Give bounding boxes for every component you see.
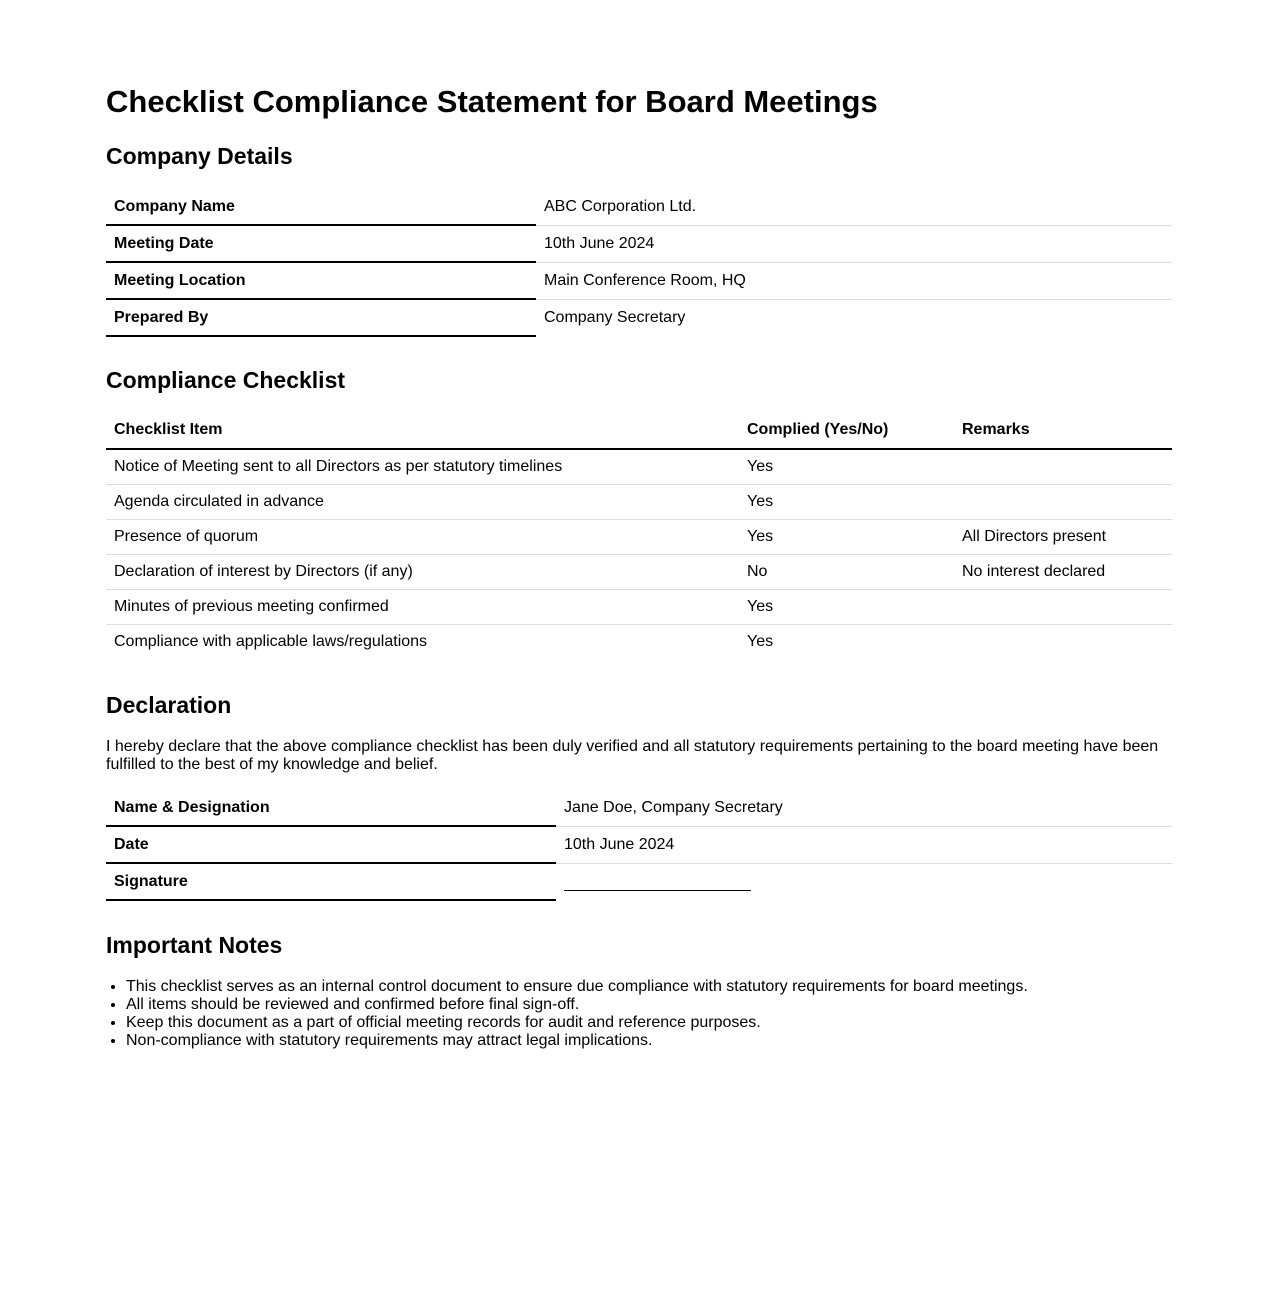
checklist-item: Compliance with applicable laws/regulations (114, 633, 428, 650)
table-row (106, 225, 1172, 262)
table-row (106, 485, 1172, 520)
list-item: • This checklist serves as an internal control document to ensure due compliance with statutory requirements for board meetings. (126, 978, 1172, 996)
complied-value: Yes (739, 485, 954, 520)
company-name-value: ABC Corporation Ltd. (536, 189, 1172, 225)
checklist-item: Notice of Meeting sent to all Directors as per statutory timelines (106, 449, 739, 485)
remarks-value: No interest declared (954, 555, 1172, 590)
table-row (106, 826, 1172, 863)
declaration-date-label: Date (106, 826, 556, 863)
remarks-value: All Directors present (954, 520, 1172, 555)
table-row (106, 449, 1172, 485)
checklist-item: Agenda circulated in advance (106, 485, 739, 520)
complied-value: Yes (739, 449, 954, 485)
declaration-table (106, 790, 1172, 901)
table-row (106, 520, 1172, 555)
complied-value: Yes (739, 520, 954, 555)
complied-value: Yes (739, 590, 954, 625)
remarks-value (954, 625, 1172, 660)
declaration-text: I hereby declare that the above compliance checklist has been duly verified and all statutory requirements pertaining to the board meeting have been fulfilled to the best of my knowledge and belief. (106, 738, 1159, 773)
list-item: • Keep this document as a part of official meeting records for audit and reference purposes. (126, 1014, 1172, 1032)
checklist-item: Declaration of interest by Directors (if any) (106, 555, 739, 590)
column-header-item: Checklist Item (106, 412, 739, 449)
table-row (106, 790, 1172, 826)
document-title: Checklist Compliance Statement for Board Meetings (106, 84, 878, 119)
checklist-item: Minutes of previous meeting confirmed (106, 590, 739, 625)
complied-value: No (739, 555, 954, 590)
remarks-value (954, 449, 1172, 485)
compliance-checklist-heading: Compliance Checklist (106, 367, 346, 393)
table-row (106, 299, 1172, 336)
table-row (106, 625, 1172, 660)
table-row (106, 863, 1172, 900)
company-details-table (106, 189, 1172, 337)
table-row (106, 590, 1172, 625)
remarks-value (954, 590, 1172, 625)
name-designation-value: Jane Doe, Company Secretary (556, 790, 1172, 826)
company-name-label: Company Name (106, 189, 536, 225)
table-row (106, 555, 1172, 590)
important-notes-list (106, 978, 1172, 1050)
compliance-checklist-table (106, 412, 1172, 659)
complied-value: Yes (747, 633, 774, 650)
signature-value (556, 863, 1172, 900)
declaration-heading: Declaration (106, 692, 232, 718)
list-item: • Non-compliance with statutory requirements may attract legal implications. (126, 1032, 1172, 1050)
meeting-location-value: Main Conference Room, HQ (536, 262, 1172, 299)
column-header-complied: Complied (Yes/No) (739, 412, 954, 449)
prepared-by-value: Company Secretary (544, 308, 686, 326)
table-row (106, 189, 1172, 225)
declaration-date-value: 10th June 2024 (556, 826, 1172, 863)
company-details-heading: Company Details (106, 143, 293, 169)
remarks-value (954, 485, 1172, 520)
column-header-remarks: Remarks (954, 412, 1172, 449)
list-item: • All items should be reviewed and confirmed before final sign-off. (126, 996, 1172, 1014)
name-designation-label: Name & Designation (106, 790, 556, 826)
signature-label: Signature (106, 863, 556, 900)
checklist-item: Presence of quorum (106, 520, 739, 555)
table-row (106, 262, 1172, 299)
table-header-row (106, 412, 1172, 449)
important-notes-heading: Important Notes (106, 932, 283, 958)
meeting-date-label: Meeting Date (106, 225, 536, 262)
meeting-date-value: 10th June 2024 (536, 225, 1172, 262)
prepared-by-label: Prepared By (106, 299, 536, 336)
meeting-location-label: Meeting Location (106, 262, 536, 299)
signature-line[interactable] (564, 874, 751, 891)
